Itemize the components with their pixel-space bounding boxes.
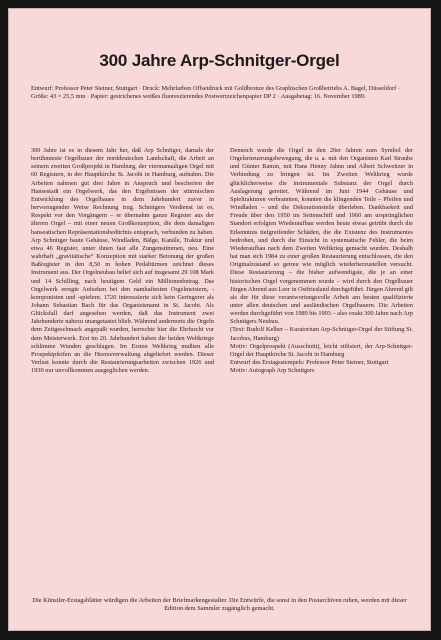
credit-stamp-motif: Motiv: Orgelprospekt (Ausschnitt), leicht stilisiert, der Arp-Schnitger-Orgel der Hauptkirche St. Jacobi in Hamburg bbox=[230, 342, 413, 358]
credit-postmark-motif: Motiv: Autograph Arp Schnitgers bbox=[230, 367, 315, 375]
page-title: 300 Jahre Arp-Schnitger-Orgel bbox=[99, 51, 340, 70]
credit-text-author: (Text: Rudolf Kelber – Kuratorium Arp-Schnitger-Orgel der Stiftung St. Jacobus, Hamburg) bbox=[230, 326, 413, 342]
body-column-right bbox=[230, 147, 413, 375]
production-details: Entwurf: Professor Peter Steiner, Stuttgart · Druck: Mehrfarben Offsetdruck mit Goldbronze des Graphischen Großbetriebs A. Bagel, Düsseldorf · Größe: 43 × 25,5 mm · Papier: gestrichenes weißes fluoreszierendes Postwertzeichenpapier DP 2 · Ausgabetag: 16. November 1989. bbox=[31, 85, 400, 101]
document-sheet bbox=[8, 8, 431, 631]
body-text-left: 300 Jahre ist es in diesem Jahr her, daß Arp Schnitger, damals der berühmteste Orgelbauer der norddeutschen Landschaft, die Arbeit an seinem zweiten Großprojekt in Hamburg, der viermanualigen Orgel mit 60 Registern, in der Hauptkirche St. Jacobi in Hamburg, aufnahm. Die Arbeiten nahmen gut drei Jahre in Anspruch und bescherten der Hansestadt ein Orgelwerk, das den Ergebnissen der stürmischen Entwicklung des Orgelbaues in dem Jahrhundert zuvor in hervorragender Weise Rechnung trug. Schnitgers Verdienst ist es, Respekt vor den Vorgängern – er übernahm ganze Register aus der älteren Orgel – mit einer neuen Großkonzeption, die dem damaligen hanseatischen Repräsentationsbedürfnis entsprach, verbunden zu haben. Arp Schnitger baute Gehäuse, Windladen, Bälge, Kanäle, Traktur und etwa 46 Register, unter ihnen fast alle Zungenstimmen, neu. Eine wahrhaft „gravitätische“ Konzeption mit starker Betonung der großen Baßregister in den 8,50 m hohen Pedaltürmen zeichnet dieses Instrument aus. Der Orgelneubau belief sich auf insgesamt 29 108 Mark und 14 Schilling, nach heutigem Geld ein Millionenbetrag. Das Orgelwerk erregte Aufsehen bei den namhaftesten Orgelmeistern, -komponisten und -spielern. 1720 interessierte sich kein Geringerer als Johann Sebastian Bach für das Organistenamt in St. Jacobi. Als Glücksfall darf angesehen werden, daß das Instrument zwei Jahrhunderte nahezu unangetastet blieb. Während andernorts die Orgeln dem Zeitgeschmack angepaßt wurden, herrschte hier die Ehrfurcht vor dem Meisterwerk. Erst im 20. Jahrhundert haben die beiden Weltkriege schlimme Wunden geschlagen. Im Ersten Weltkrieg mußten alle Prospektpfeifen an die Heeresverwaltung abgeliefert werden. Dieser Verlust konnte durch die Restaurierungsarbeiten zwischen 1926 und 1930 nur unvollkommen ausgeglichen werden. bbox=[31, 147, 214, 375]
body-text-right: Dennoch wurde die Orgel in den 20er Jahren zum Symbol der Orgelerneuerungsbewegung, die u. a. mit den Organisten Karl Straube und Günter Ramin, mit Hans Henny Jahnn und Albert Schweitzer in Verbindung zu bringen ist. Im Zweiten Weltkrieg wurde glücklicherweise die instrumentale Substanz der Orgel durch Auslagerung gerettet. Während im Juni 1944 Gehäuse und Spieltrakturen verbrannten, konnten die klingenden Teile – Pfeifen und Windladen – und die Dekorationsteile überleben. Dankbarkeit und Freude über den 1950 im Seitenschiff und 1960 am ursprünglichen Standort erfolgten Wiederaufbau werden heute etwas getrübt durch die Erkenntnis tiefgreifender Schäden, die die Existenz des Instrumentes bedrohen, und durch die Einsicht in systematische Fehler, die beim Wiederaufbau nach dem Zweiten Weltkrieg gemacht wurden. Deshalb hat man sich 1984 zu einer großen Restaurierung entschlossen, die den Originalzustand so getreu wie möglich wiederherzustellen versucht. Diese Restaurierung – die bisher aufwendigste, die je an einer historischen Orgel vorgenommen wurde – wird durch den Orgelbauer Jürgen Ahrend aus Leer in Ostfriesland durchgeführt. Jürgen Ahrend gilt als der für diese verantwortungsvolle Arbeit am besten qualifizierte unter allen deutschen und ausländischen Orgelbauern. Die Arbeiten werden durchgeführt von 1989 bis 1993 – also exakt 300 Jahre nach Arp Schnitgers Neubau. bbox=[230, 147, 413, 326]
credit-postmark-design: Entwurf des Erstagsstempels: Professor Peter Steiner, Stuttgart bbox=[230, 359, 389, 367]
body-column-left bbox=[31, 147, 214, 375]
footer-note: Die Künstler-Erstagsblätter würdigen die Arbeiten der Briefmarkengestalter. Die Entwürfe, die sonst in den Postarchiven ruhen, werden mit dieser Edition dem Sammler zugänglich gemacht. bbox=[32, 597, 407, 613]
